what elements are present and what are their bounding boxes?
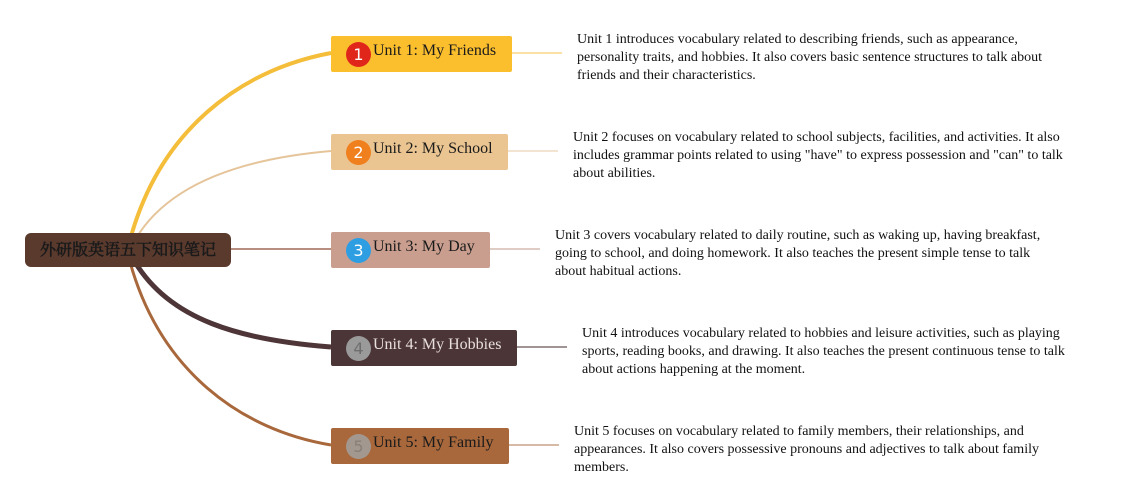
unit-node-2[interactable] <box>331 134 508 170</box>
unit-description: Unit 3 covers vocabulary related to daily routine, such as waking up, having breakfast, going to school, and doing homework. It also teaches the present simple tense to talk about habitual actions. <box>555 228 1041 279</box>
unit-number-badge: 1 <box>346 42 371 67</box>
unit-description: Unit 5 focuses on vocabulary related to family members, their relationships, and appearances. It also covers possessive pronouns and adjectives to talk about family members. <box>574 424 1039 475</box>
unit-title: Unit 2: My School <box>373 140 493 157</box>
unit-description: Unit 4 introduces vocabulary related to hobbies and leisure activities, such as playing sports, reading books, and drawing. It also teaches the present continuous tense to talk about actions happening at the moment. <box>582 326 1065 377</box>
unit-node-3[interactable] <box>331 232 490 268</box>
unit-node-4[interactable] <box>331 330 517 366</box>
unit-title: Unit 4: My Hobbies <box>373 336 502 353</box>
unit-node-5[interactable] <box>331 428 509 464</box>
unit-number-badge: 5 <box>346 434 371 459</box>
branch-unit-4 <box>135 262 331 347</box>
root-topic[interactable]: 外研版英语五下知识笔记 <box>25 233 231 267</box>
unit-node-1[interactable] <box>331 36 512 72</box>
branch-unit-1 <box>130 53 331 240</box>
unit-title: Unit 3: My Day <box>373 238 475 255</box>
unit-description: Unit 1 introduces vocabulary related to describing friends, such as appearance, personality traits, and hobbies. It also covers basic sentence structures to talk about friends and their characteristics. <box>577 32 1042 83</box>
unit-number-badge: 3 <box>346 238 371 263</box>
unit-description: Unit 2 focuses on vocabulary related to school subjects, facilities, and activities. It also includes grammar points related to using "have" to express possession and "can" to talk about abilities. <box>573 130 1063 181</box>
unit-title: Unit 5: My Family <box>373 434 494 451</box>
unit-number-badge: 4 <box>346 336 371 361</box>
unit-number-badge: 2 <box>346 140 371 165</box>
unit-title: Unit 1: My Friends <box>373 42 497 59</box>
